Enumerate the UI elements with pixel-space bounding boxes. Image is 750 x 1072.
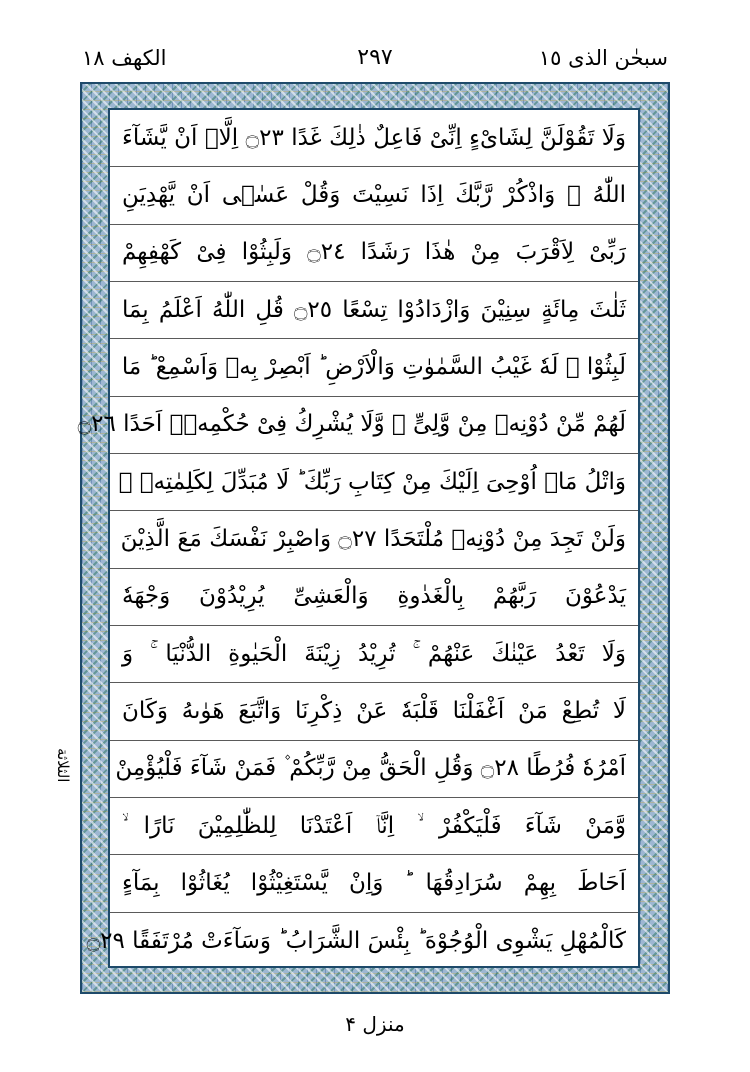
verse-line-text: اللّٰهُ ۫ وَاذْكُرْ رَّبَّكَ اِذَا نَسِیْتَ وَقُلْ عَسٰۤی اَنْ یَّهْدِیَنِ <box>122 182 626 208</box>
page-number: ٢٩٧ <box>357 45 393 70</box>
text-panel <box>77 108 640 968</box>
verse-line <box>110 511 638 568</box>
verse-line <box>86 913 638 970</box>
manzil-label: منزل ۴ <box>345 1012 405 1036</box>
verse-line-text: یَدْعُوْنَ رَبَّهُمْ بِالْغَدٰوةِ وَالْعَشِیِّ یُرِیْدُوْنَ وَجْهَهٗ <box>122 583 626 610</box>
verse-line-text: اَحَاطَ بِهِمْ سُرَادِقُهَا ؕ وَاِنْ یَّسْتَغِیْثُوْا یُغَاثُوْا بِمَآءٍ <box>122 870 626 896</box>
verse-line <box>110 626 638 683</box>
verse-line-text: لَبِثُوْا ۚ لَهٗ غَیْبُ السَّمٰوٰتِ وَالْاَرْضِ ؕ اَبْصِرْ بِهٖ وَاَسْمِعْ ؕ مَا <box>121 354 626 380</box>
verse-line-text: لَهُمْ مِّنْ دُوْنِهٖ مِنْ وَّلِیٍّ ؗ وَّلَا یُشْرِكُ فِیْ حُكْمِهٖۤ اَحَدًا ۝٢٦ <box>77 411 626 438</box>
verse-line-text: لَا تُطِعْ مَنْ اَغْفَلْنَا قَلْبَهٗ عَنْ ذِكْرِنَا وَاتَّبَعَ هَوٰىهُ وَكَانَ <box>122 698 626 724</box>
verse-line-text: ثَلٰثَ مِائَةٍ سِنِیْنَ وَازْدَادُوْا تِسْعًا ۝٢٥ قُلِ اللّٰهُ اَعْلَمُ بِمَا <box>122 296 626 323</box>
verse-line-text: وَاتْلُ مَاۤ اُوْحِیَ اِلَیْكَ مِنْ كِتَابِ رَبِّكَ ؕ لَا مُبَدِّلَ لِكَلِمٰتِهٖ ۚ <box>118 468 626 495</box>
verse-line-text: وَلَا تَقُوْلَنَّ لِشَایْءٍ اِنِّیْ فَاعِلٌ ذٰلِكَ غَدًا ۝٢٣ اِلَّاۤ اَنْ یَّشَآءَ <box>122 124 627 151</box>
verse-line-text: اَمْرُهٗ فُرُطًا ۝٢٨ وَقُلِ الْحَقُّ مِنْ رَّبِّكُمْ ۫ فَمَنْ شَآءَ فَلْیُؤْمِنْ <box>115 755 626 782</box>
ruku-marker: الثلاثة <box>54 747 72 783</box>
verse-line-text: وَلَا تَعْدُ عَیْنٰكَ عَنْهُمْ ۚ تُرِیْدُ زِیْنَةَ الْحَیٰوةِ الدُّنْیَا ۚ وَ <box>122 640 626 667</box>
surah-name: الكهف ١٨ <box>82 46 167 70</box>
verse-line-text: وَّمَنْ شَآءَ فَلْیَكْفُرْ ۙ اِنَّاۤ اَعْتَدْنَا لِلظّٰلِمِیْنَ نَارًا ۙ <box>122 812 626 839</box>
verse-line <box>110 569 638 626</box>
page-header <box>80 40 670 80</box>
verse-line <box>110 167 638 224</box>
verse-line <box>110 110 638 167</box>
verse-line <box>110 454 638 511</box>
verse-line <box>77 397 638 454</box>
verse-lines <box>77 110 638 966</box>
verse-line <box>110 798 638 855</box>
verse-line-text: وَلَنْ تَجِدَ مِنْ دُوْنِهٖ مُلْتَحَدًا ۝٢٧ وَاصْبِرْ نَفْسَكَ مَعَ الَّذِیْنَ <box>120 526 626 552</box>
verse-line-text: كَالْمُهْلِ یَشْوِی الْوُجُوْهَ ؕ بِئْسَ الشَّرَابُ ؕ وَسَآءَتْ مُرْتَفَقًا ۝٢٩ <box>86 927 626 954</box>
verse-line <box>110 741 638 798</box>
verse-line-text: رَبِّیْ لِاَقْرَبَ مِنْ هٰذَا رَشَدًا ۝٢٤ وَلَبِثُوْا فِیْ كَهْفِهِمْ <box>122 239 626 266</box>
verse-line <box>110 282 638 339</box>
decorative-border <box>77 82 670 994</box>
para-name: سبحٰن الذی ١٥ <box>538 46 668 70</box>
verse-line <box>110 339 638 396</box>
verse-line <box>110 225 638 282</box>
verse-line <box>110 855 638 912</box>
verse-line <box>110 683 638 740</box>
